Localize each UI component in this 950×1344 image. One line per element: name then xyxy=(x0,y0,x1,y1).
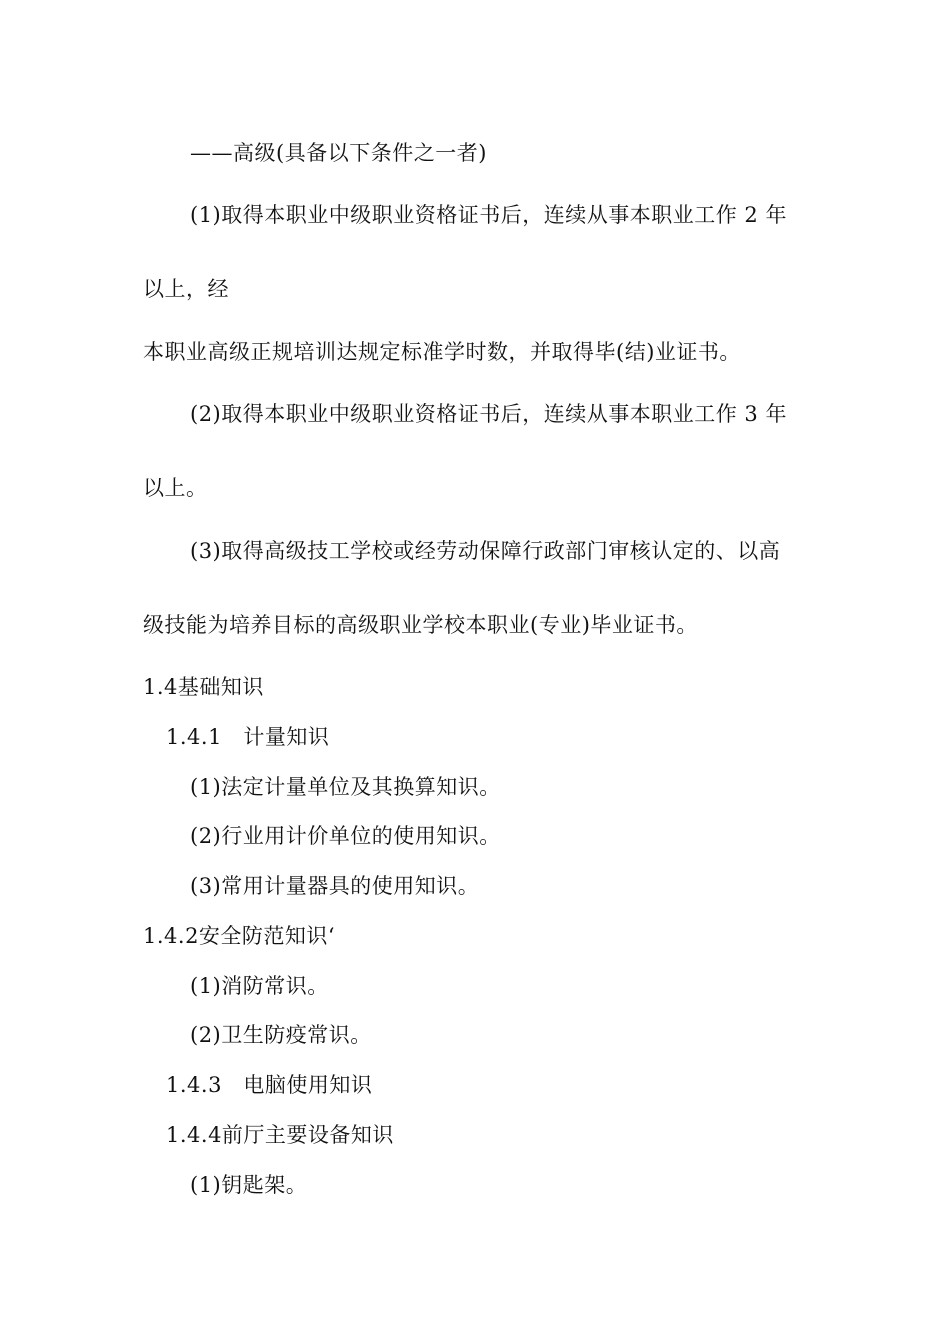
condition-1-line-1: (1)取得本职业中级职业资格证书后，连续从事本职业工作 2 年 xyxy=(190,203,787,227)
condition-1-line-3: 本职业高级正规培训达规定标准学时数，并取得毕(结)业证书。 xyxy=(143,340,741,364)
section-1-4-4-heading: 1.4.4前厅主要设备知识 xyxy=(166,1123,394,1147)
section-1-4-3-heading: 1.4.3 电脑使用知识 xyxy=(166,1073,373,1097)
list-item: (1)消防常识。 xyxy=(190,974,329,998)
condition-3-line-1: (3)取得高级技工学校或经劳动保障行政部门审核认定的、以高 xyxy=(190,539,781,563)
section-1-4-2-heading: 1.4.2安全防范知识‘ xyxy=(143,924,336,948)
list-item: (2)行业用计价单位的使用知识。 xyxy=(190,824,501,848)
section-1-4-heading: 1.4基础知识 xyxy=(143,675,264,699)
condition-1-line-2: 以上，经 xyxy=(143,277,229,301)
section-1-4-1-heading: 1.4.1 计量知识 xyxy=(166,725,330,749)
condition-2-line-1: (2)取得本职业中级职业资格证书后，连续从事本职业工作 3 年 xyxy=(190,402,787,426)
list-item: (3)常用计量器具的使用知识。 xyxy=(190,874,480,898)
heading-advanced-level: ——高级(具备以下条件之一者) xyxy=(190,141,487,165)
list-item: (1)钥匙架。 xyxy=(190,1173,308,1197)
condition-2-line-2: 以上。 xyxy=(143,476,208,500)
list-item: (1)法定计量单位及其换算知识。 xyxy=(190,775,501,799)
list-item: (2)卫生防疫常识。 xyxy=(190,1023,372,1047)
condition-3-line-2: 级技能为培养目标的高级职业学校本职业(专业)毕业证书。 xyxy=(143,613,698,637)
